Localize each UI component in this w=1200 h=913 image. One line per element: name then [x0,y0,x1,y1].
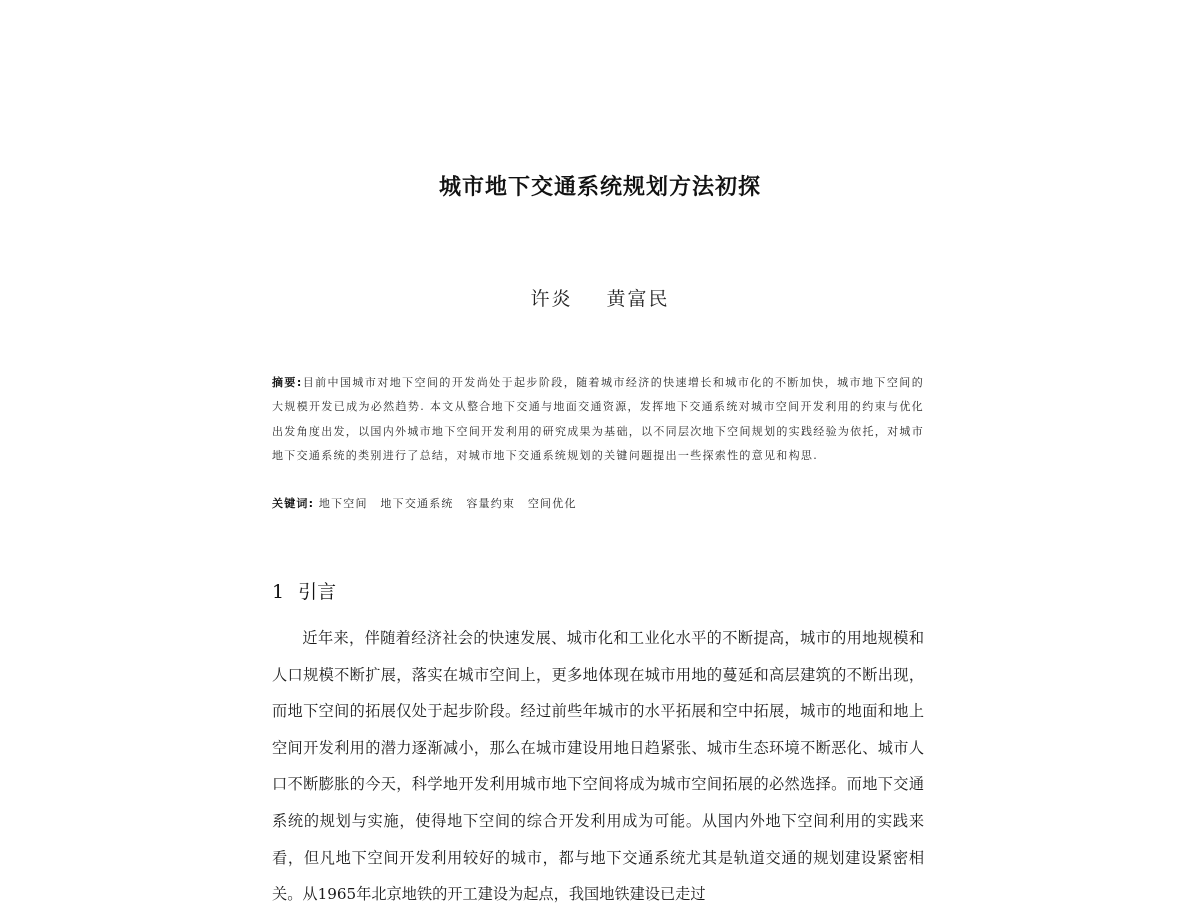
author-name: 黄富民 [606,288,670,310]
author-list [0,284,1200,311]
keyword: 容量约束 [466,497,516,510]
keyword: 地下交通系统 [380,497,454,510]
section-number: 1 [272,581,285,603]
keywords-label: 关键词: [272,497,315,510]
body-paragraph: 近年来，伴随着经济社会的快速发展、城市化和工业化水平的不断提高，城市的用地规模和人口规模不断扩展，落实在城市空间上，更多地体现在城市用地的蔓延和高层建筑的不断出现，而地下空间的拓展仅处于起步阶段。经过前些年城市的水平拓展和空中拓展，城市的地面和地上空间开发利用的潜力逐渐减小，那么在城市建设用地日趋紧张、城市生态环境不断恶化、城市人口不断膨胀的今天，科学地开发利用城市地下空间将成为城市空间拓展的必然选择。而地下交通系统的规划与实施，使得地下空间的综合开发利用成为可能。从国内外地下空间利用的实践来看，但凡地下空间开发利用较好的城市，都与地下交通系统尤其是轨道交通的规划建设紧密相关。从1965年北京地铁的开工建设为起点，我国地铁建设已走过 [272,629,924,904]
paper-title: 城市地下交通系统规划方法初探 [438,175,761,200]
abstract-label: 摘要: [272,376,303,389]
keyword: 空间优化 [527,497,577,510]
abstract-text: 目前中国城市对地下空间的开发尚处于起步阶段，随着城市经济的快速增长和城市化的不断加快，城市地下空间的大规模开发已成为必然趋势. 本文从整合地下交通与地面交通资源，发挥地下交通系统对城市空间开发利用的约束与优化出发角度出发，以国内外城市地下空间开发利用的研究成果为基础，以不同层次地下空间规划的实践经验为依托，对城市地下交通系统的类别进行了总结，对城市地下交通系统规划的关键问题提出一些探索性的意见和构思. [272,376,924,463]
abstract [272,371,924,469]
section-title: 引言 [298,581,337,603]
keywords [272,494,924,514]
keyword: 地下空间 [318,497,368,510]
section-heading [272,577,336,604]
author-name: 许炎 [530,288,573,310]
